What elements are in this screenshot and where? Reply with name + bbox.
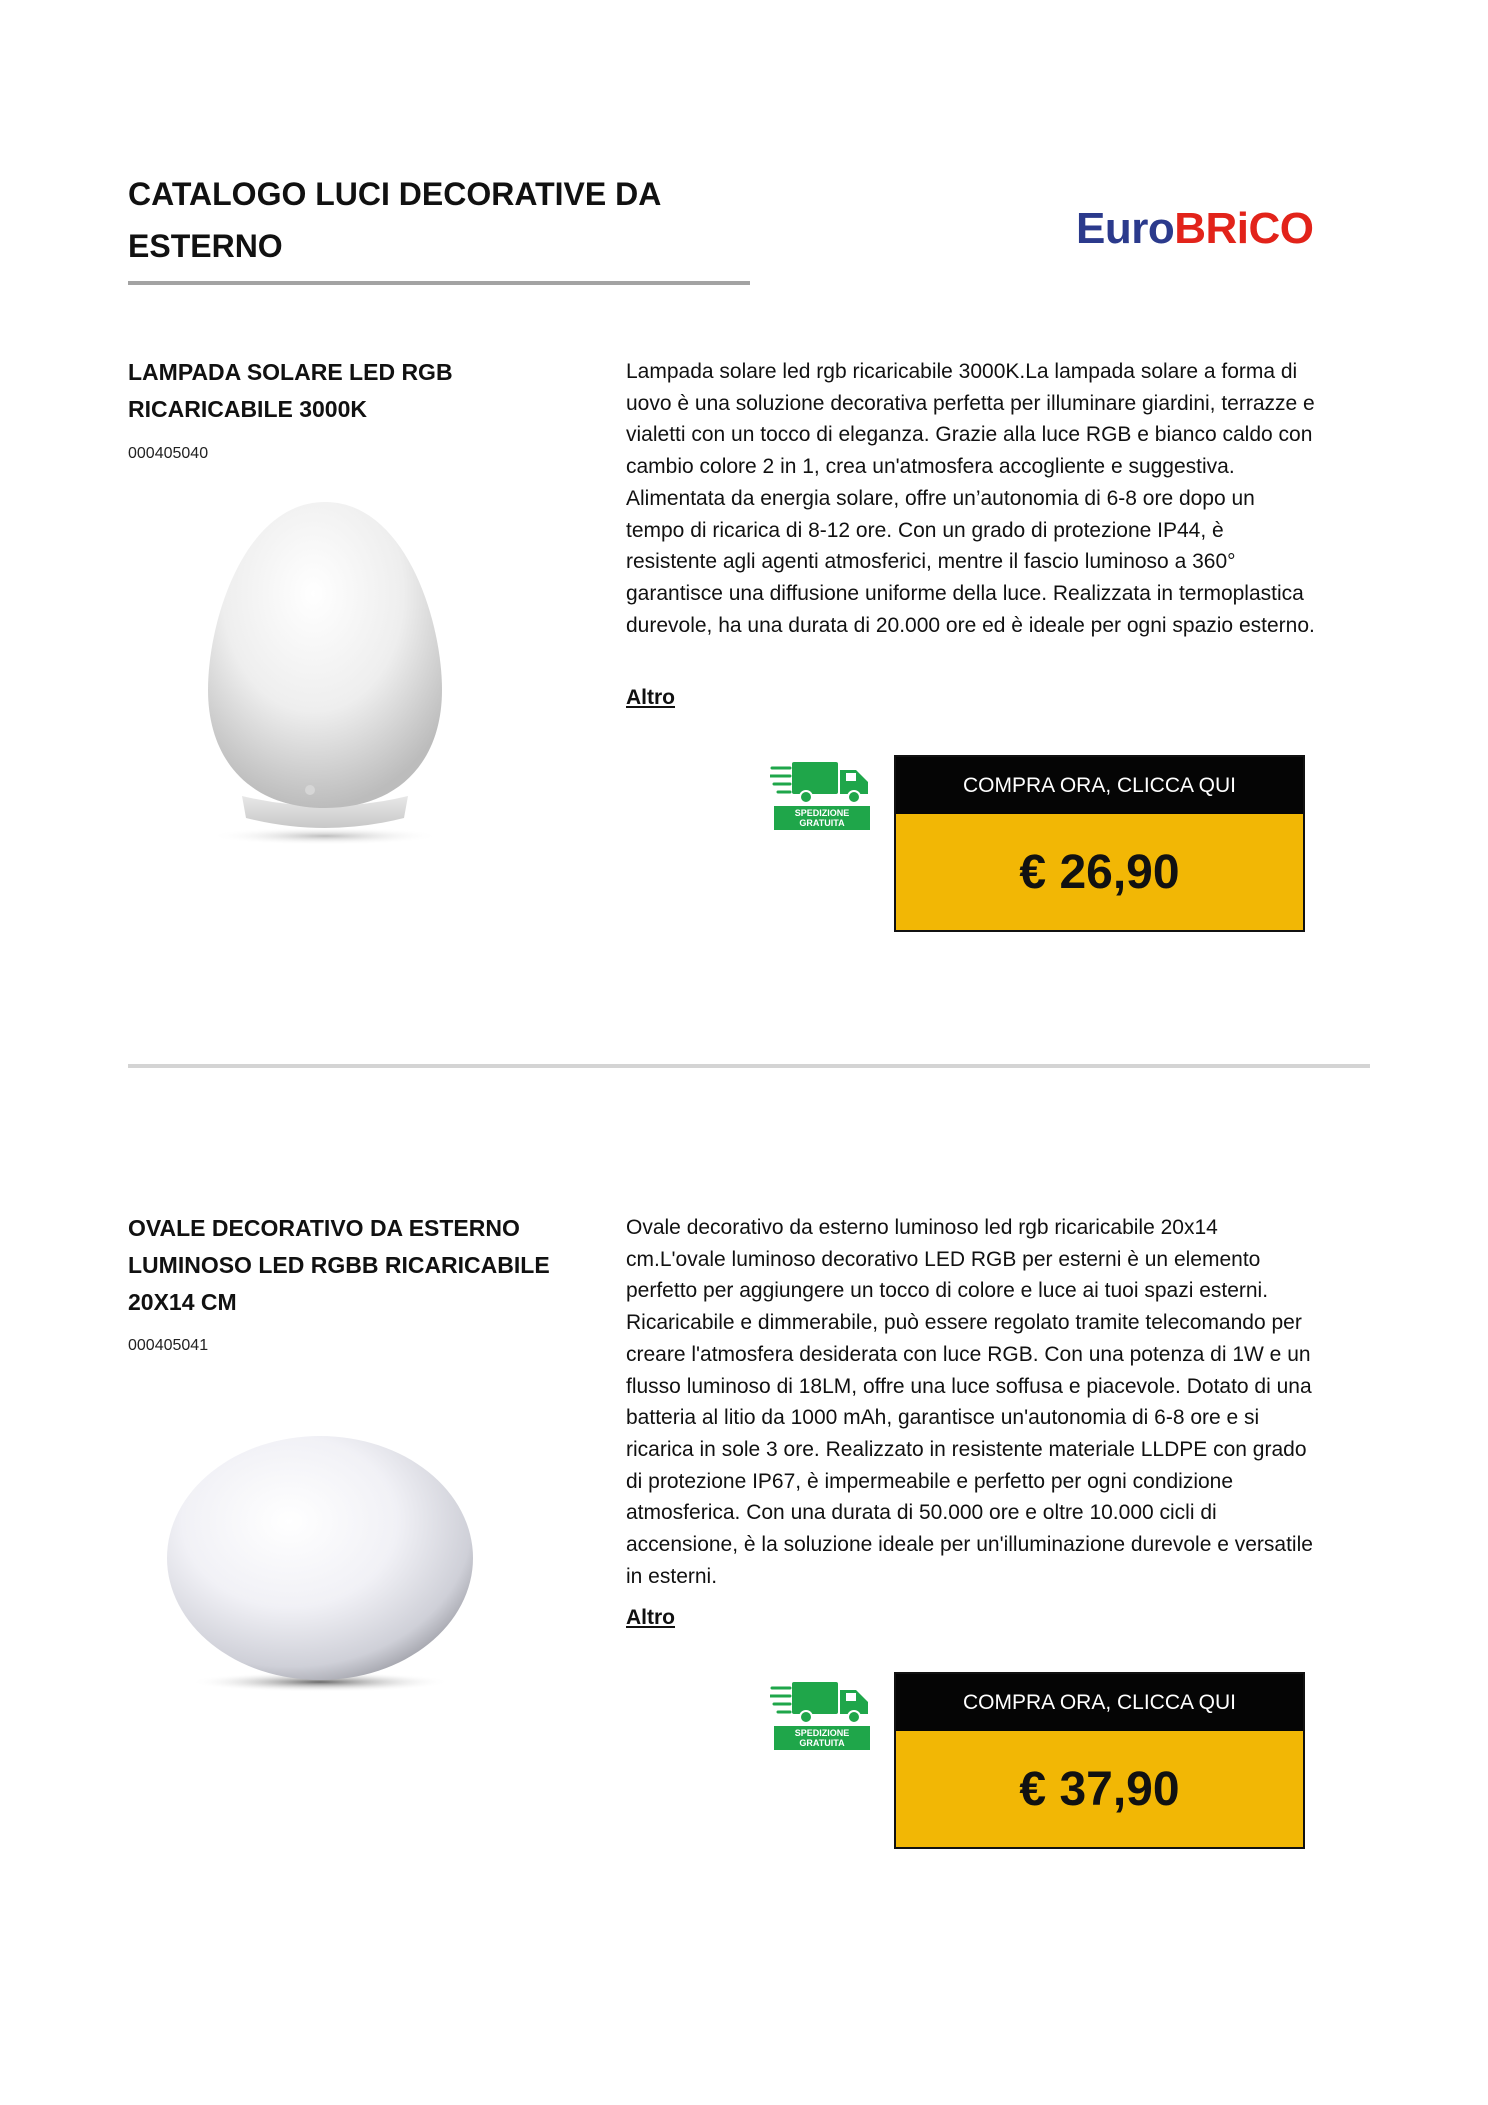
product-code: 000405041 bbox=[128, 1337, 209, 1354]
product-code: 000405040 bbox=[128, 445, 209, 462]
shipping-label-line2: GRATUITA bbox=[799, 1738, 845, 1748]
egg-lamp-image bbox=[200, 490, 450, 850]
product-description: Ovale decorativo da esterno luminoso led rgb ricaricabile 20x14 cm.L'ovale luminoso decorativo LED RGB per esterni è un elemento perfetto per aggiungere un tocco di colore e luce ai tuoi spazi esterni. Ricaricabile e dimmerabile, può essere regolato tramite telecomando per creare l'atmosfera desiderata con luce RGB. Con una potenza di 1W e un flusso luminoso di 18LM, offre una luce soffusa e piacevole. Dotato di una batteria al litio da 1000 mAh, garantisce un'autonomia di 6-8 ore e si ricarica in sole 3 ore. Realizzato in resistente materiale LLDPE con grado di protezione IP67, è impermeabile e perfetto per ogni condizione atmosferica. Con una durata di 50.000 ore e oltre 10.000 cicli di accensione, è la soluzione ideale per un'illuminazione durevole e versatile in esterni. bbox=[626, 1216, 1313, 1588]
product-name bbox=[128, 354, 598, 428]
product-description: Lampada solare led rgb ricaricabile 3000K.La lampada solare a forma di uovo è una soluzione decorativa perfetta per illuminare giardini, terrazze e vialetti con un tocco di eleganza. Grazie alla luce RGB e bianco caldo con cambio colore 2 in 1, crea un'atmosfera accogliente e suggestiva. Alimentata da energia solare, offre un’autonomia di 6-8 ore dopo un tempo di ricarica di 8-12 ore. Con un grado di protezione IP44, è resistente agli agenti atmosferici, mentre il fascio luminoso a 360° garantisce una diffusione uniforme della luce. Realizzata in termoplastica durevole, ha una durata di 20.000 ore ed è ideale per ogni spazio esterno. bbox=[626, 360, 1315, 637]
oval-lamp-image bbox=[160, 1428, 480, 1698]
product-name-line1: OVALE DECORATIVO DA ESTERNO bbox=[128, 1215, 520, 1241]
delivery-truck-icon bbox=[770, 758, 874, 832]
shipping-label-line1: SPEDIZIONE bbox=[794, 808, 850, 818]
product-price: € 26,90 bbox=[896, 814, 1303, 930]
product-name-line2: RICARICABILE 3000K bbox=[128, 396, 367, 422]
buy-now-button[interactable] bbox=[894, 1672, 1305, 1849]
section-divider bbox=[128, 1064, 1370, 1068]
title-divider bbox=[128, 281, 750, 285]
page-title-line1: CATALOGO LUCI DECORATIVE DA bbox=[128, 176, 662, 212]
product-name-line3: 20X14 CM bbox=[128, 1289, 237, 1315]
buy-now-label: COMPRA ORA, CLICCA QUI bbox=[896, 757, 1303, 814]
page-title-line2: ESTERNO bbox=[128, 228, 283, 264]
page-title bbox=[128, 168, 748, 272]
more-link[interactable]: Altro bbox=[626, 1606, 675, 1629]
product-name bbox=[128, 1210, 598, 1321]
eurobrico-logo bbox=[1076, 204, 1314, 254]
delivery-truck-icon bbox=[770, 1678, 874, 1752]
product-price: € 37,90 bbox=[896, 1731, 1303, 1847]
free-shipping-badge bbox=[770, 758, 874, 832]
shipping-label-line1: SPEDIZIONE bbox=[794, 1728, 850, 1738]
buy-now-button[interactable] bbox=[894, 755, 1305, 932]
product-name-line2: LUMINOSO LED RGBB RICARICABILE bbox=[128, 1252, 550, 1278]
logo-euro: Euro bbox=[1076, 204, 1175, 253]
free-shipping-badge bbox=[770, 1678, 874, 1752]
more-link[interactable]: Altro bbox=[626, 686, 675, 709]
product-name-line1: LAMPADA SOLARE LED RGB bbox=[128, 359, 453, 385]
logo-brico: BRiCO bbox=[1174, 204, 1314, 253]
shipping-label-line2: GRATUITA bbox=[799, 818, 845, 828]
buy-now-label: COMPRA ORA, CLICCA QUI bbox=[896, 1674, 1303, 1731]
